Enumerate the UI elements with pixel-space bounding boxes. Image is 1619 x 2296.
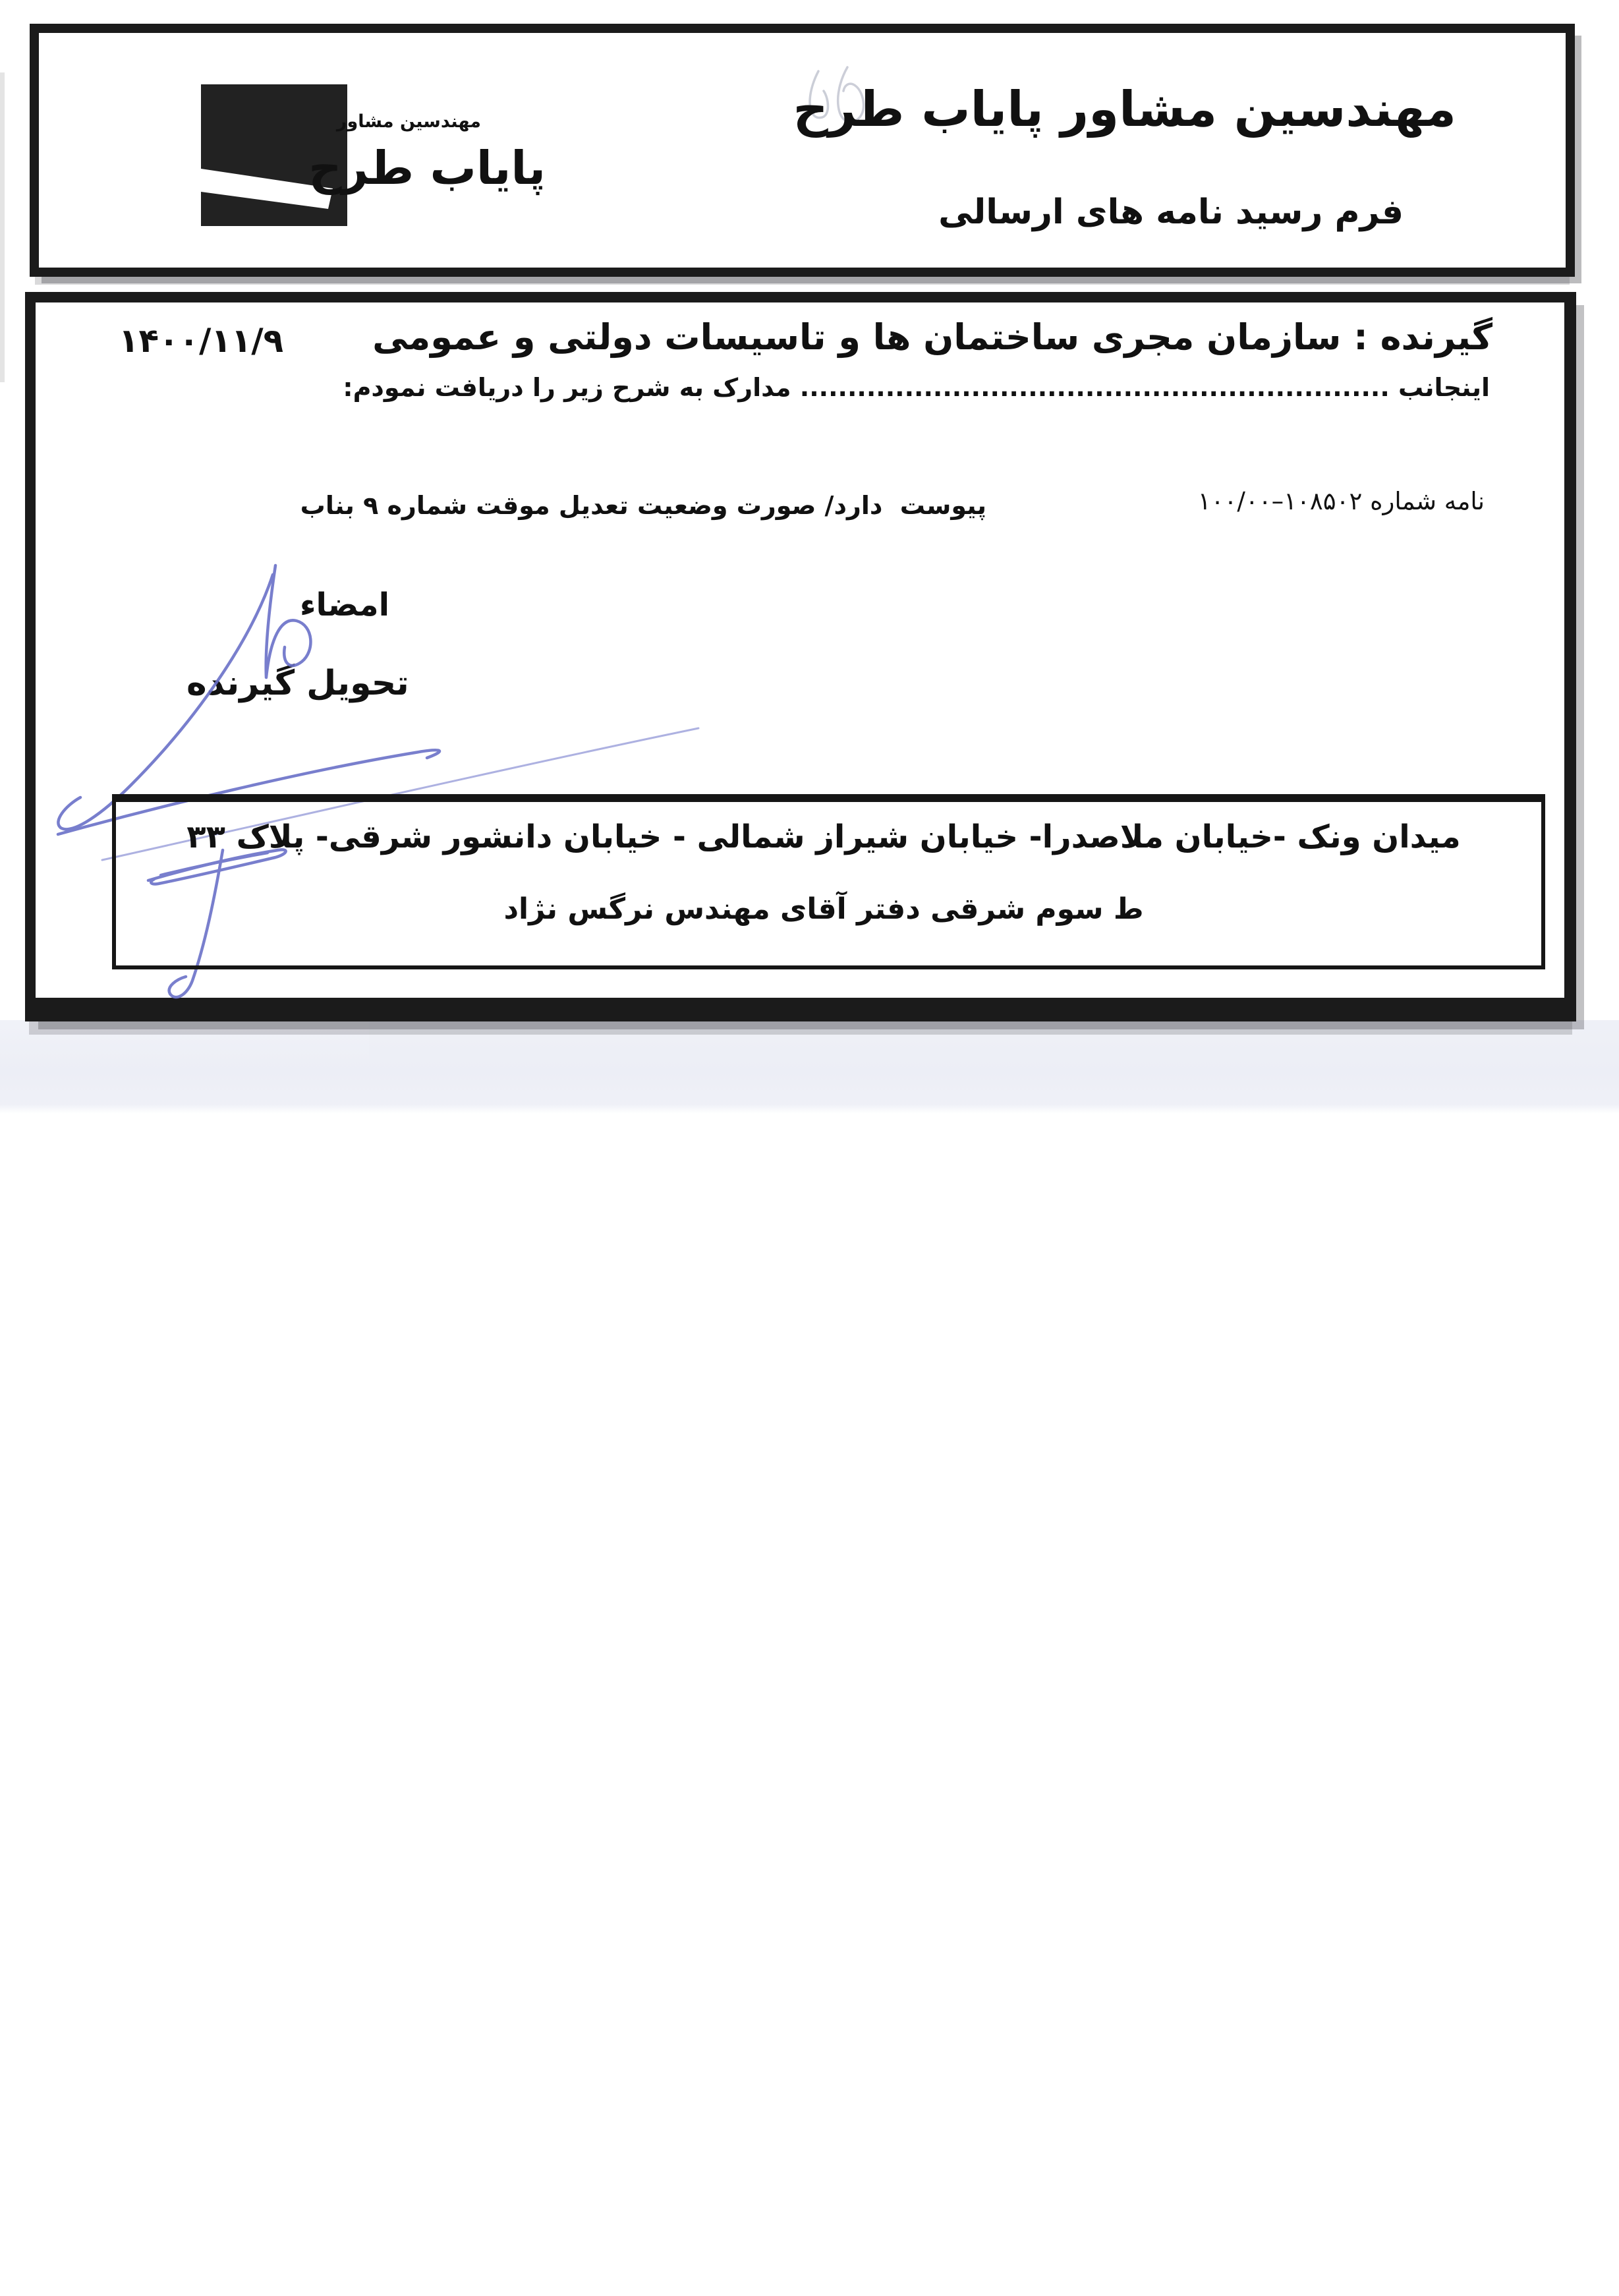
address-line-1: میدان ونک -خیابان ملاصدرا- خیابان شیراز شمالی - خیابان دانشور شرقی- پلاک ۳۳ <box>186 818 1461 855</box>
letter-number-line: نامه شماره ۱۰۸۵۰۲–۱۰۰/۰۰ <box>1197 487 1485 515</box>
recipient-line: گیرنده : سازمان مجری ساختمان ها و تاسیسات دولتی و عمومی <box>372 316 1492 358</box>
logo-large-text: پایاب طرح <box>308 141 546 195</box>
scan-left-edge-artifact <box>0 72 5 382</box>
form-title: مهندسین مشاور پایاب طرح <box>793 81 1456 138</box>
attachment-line: پیوست دارد/ صورت وضعیت تعدیل موقت شماره ۹ بناب <box>300 491 986 520</box>
form-subtitle: فرم رسید نامه های ارسالی <box>938 192 1404 232</box>
date-value: ۱۴۰۰/۱۱/۹ <box>119 322 284 360</box>
logo-small-text: مهندسین مشاور <box>336 111 481 132</box>
receiver-label: تحویل گیرنده <box>186 664 409 703</box>
signature-label: امضاء <box>300 587 390 623</box>
undersigned-line: اینجانب .............................................................. مدارک به شرح زیر را دریافت نمودم: <box>343 373 1490 402</box>
address-line-2: ط سوم شرقی دفتر آقای مهندس نرگس نژاد <box>503 892 1144 926</box>
